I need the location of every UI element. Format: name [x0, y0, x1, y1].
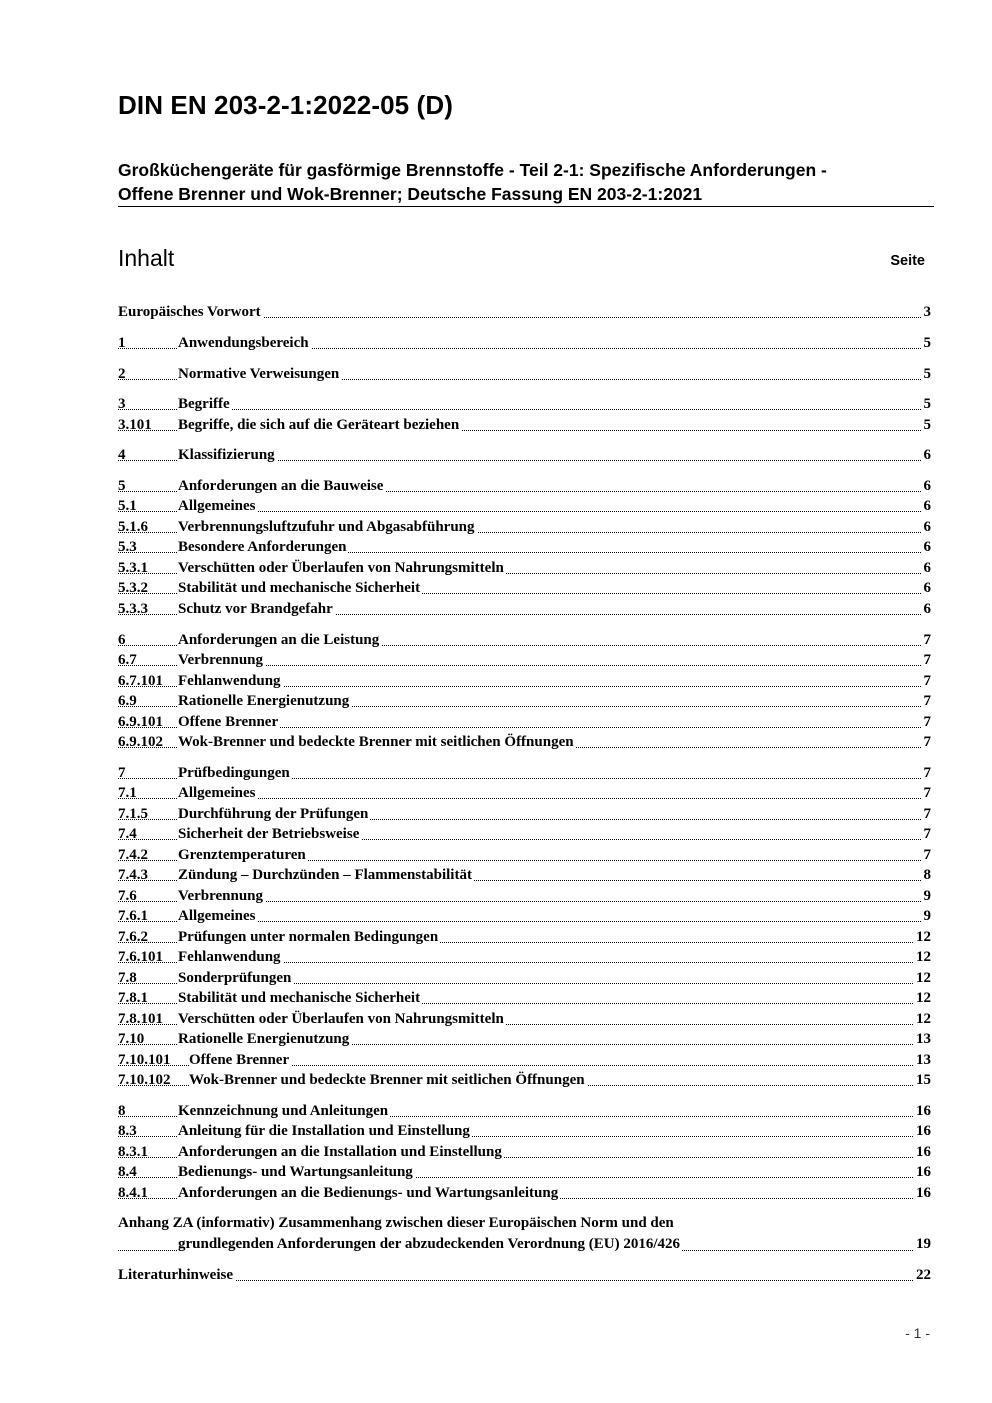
- page-number: - 1 -: [905, 1325, 930, 1341]
- toc-entry[interactable]: [118, 517, 931, 537]
- toc-entry[interactable]: [118, 712, 931, 732]
- toc-entry-page: 7: [923, 785, 931, 801]
- toc-entry-number: 6.7.101: [118, 673, 163, 689]
- toc-entry-number: 7.10: [118, 1031, 145, 1047]
- toc-entry-number: 7: [118, 765, 126, 781]
- toc-entry-number: 7.10.102: [118, 1072, 171, 1088]
- toc-entry-page: 5: [923, 396, 931, 412]
- toc-entry-number: 5.3.3: [118, 601, 148, 617]
- toc-entry-number: 6.9.101: [118, 714, 163, 730]
- toc-entry-bibliography[interactable]: [118, 1265, 931, 1285]
- toc-entry-number: 7.10.101: [118, 1052, 171, 1068]
- toc-entry[interactable]: [118, 763, 931, 783]
- toc-entry-title: Normative Verweisungen: [178, 366, 340, 382]
- toc-entry[interactable]: [118, 1050, 931, 1070]
- toc-entry-title: Verschütten oder Überlaufen von Nahrungsmitteln: [178, 560, 504, 576]
- toc-entry[interactable]: [118, 333, 931, 353]
- toc-entry[interactable]: [118, 302, 931, 322]
- toc-entry-page: 6: [923, 447, 931, 463]
- toc-entry-title: Anforderungen an die Bauweise: [178, 478, 384, 494]
- toc-entry-page: 6: [923, 519, 931, 535]
- toc-entry-page: 6: [923, 539, 931, 555]
- toc-entry-page: 16: [916, 1164, 931, 1180]
- document-title: DIN EN 203-2-1:2022-05 (D): [118, 90, 453, 120]
- document-subtitle: [118, 158, 938, 206]
- toc-entry[interactable]: [118, 1029, 931, 1049]
- toc-entry[interactable]: [118, 630, 931, 650]
- toc-entry-title: Verbrennung: [178, 888, 264, 904]
- toc-entry-number: 8.4: [118, 1164, 137, 1180]
- toc-entry[interactable]: [118, 1101, 931, 1121]
- toc-entry-number: 5: [118, 478, 126, 494]
- toc-entry-title: Anforderungen an die Leistung: [178, 632, 380, 648]
- toc-entry-number: 5.1.6: [118, 519, 148, 535]
- toc-entry-number: 7.4.2: [118, 847, 148, 863]
- toc-entry-page: 6: [923, 478, 931, 494]
- toc-entry-title: Wok-Brenner und bedeckte Brenner mit seitlichen Öffnungen: [178, 734, 574, 750]
- toc-entry-number: 5.3.2: [118, 580, 148, 596]
- toc-entry[interactable]: [118, 783, 931, 803]
- toc-entry-title: Rationelle Energienutzung: [178, 693, 350, 709]
- toc-heading: Inhalt: [118, 245, 175, 271]
- toc-entry-title: Allgemeines: [178, 498, 256, 514]
- toc-entry[interactable]: [118, 558, 931, 578]
- toc-entry-title: Verbrennung: [178, 652, 264, 668]
- toc-entry-title: Stabilität und mechanische Sicherheit: [178, 580, 421, 596]
- toc-entry-page: 13: [916, 1031, 931, 1047]
- toc-entry-title: Grenztemperaturen: [178, 847, 306, 863]
- toc-entry-annex[interactable]: [118, 1213, 931, 1255]
- title-divider: [118, 206, 934, 207]
- toc-entry[interactable]: [118, 476, 931, 496]
- toc-entry[interactable]: [118, 364, 931, 384]
- toc-entry[interactable]: [118, 1142, 931, 1162]
- toc-entry[interactable]: [118, 732, 931, 752]
- toc-entry-number: 8.3.1: [118, 1144, 148, 1160]
- toc-entry-page: 15: [916, 1072, 931, 1088]
- toc-entry[interactable]: [118, 415, 931, 435]
- toc-entry-title: Allgemeines: [178, 908, 256, 924]
- toc-entry-page: 7: [923, 734, 931, 750]
- toc-leader-dots: [118, 408, 931, 410]
- toc-entry[interactable]: [118, 886, 931, 906]
- toc-entry-number: 3: [118, 396, 126, 412]
- toc-entry-page: 5: [923, 335, 931, 351]
- toc-entry[interactable]: [118, 906, 931, 926]
- toc-entry-page: 6: [923, 601, 931, 617]
- toc-entry-title: Fehlanwendung: [178, 949, 281, 965]
- toc-entry-title: Fehlanwendung: [178, 673, 281, 689]
- toc-entry-title: Verschütten oder Überlaufen von Nahrungsmitteln: [178, 1011, 504, 1027]
- toc-entry-page: 9: [923, 908, 931, 924]
- toc-entry[interactable]: [118, 578, 931, 598]
- toc-entry-title: Prüfungen unter normalen Bedingungen: [178, 929, 439, 945]
- toc-entry[interactable]: [118, 968, 931, 988]
- toc-entry-page: 16: [916, 1185, 931, 1201]
- toc-entry[interactable]: [118, 824, 931, 844]
- toc-entry-number: 7.4.3: [118, 867, 148, 883]
- toc-entry-number: 8: [118, 1103, 126, 1119]
- toc-entry-number: 7.6: [118, 888, 137, 904]
- toc-entry[interactable]: [118, 1121, 931, 1141]
- toc-entry[interactable]: [118, 1009, 931, 1029]
- toc-entry-page: 16: [916, 1123, 931, 1139]
- toc-entry-title: Literaturhinweise: [118, 1267, 233, 1283]
- toc-entry-page: 7: [923, 806, 931, 822]
- toc-entry-title: Anforderungen an die Installation und Einstellung: [178, 1144, 502, 1160]
- toc-entry-number: 4: [118, 447, 126, 463]
- toc-entry-number: 7.6.2: [118, 929, 148, 945]
- document-subtitle-line-1: Großküchengeräte für gasförmige Brennstoffe - Teil 2-1: Spezifische Anforderungen -: [118, 160, 827, 180]
- toc-entry[interactable]: [118, 988, 931, 1008]
- toc-entry-page: 12: [916, 1011, 931, 1027]
- toc-entry-number: 7.8.101: [118, 1011, 163, 1027]
- toc-annex-line-1: Anhang ZA (informativ) Zusammenhang zwischen dieser Europäischen Norm und den: [118, 1215, 674, 1231]
- toc-entry-title: Begriffe, die sich auf die Geräteart beziehen: [178, 417, 460, 433]
- toc-entry-page: 16: [916, 1103, 931, 1119]
- toc-entry-title: Offene Brenner: [178, 714, 279, 730]
- toc-entry-number: 6: [118, 632, 126, 648]
- toc-entry-number: 8.3: [118, 1123, 137, 1139]
- toc-entry-number: 6.9: [118, 693, 137, 709]
- toc-entry-title: Klassifizierung: [178, 447, 275, 463]
- toc-entry[interactable]: [118, 599, 931, 619]
- toc-entry-title: Rationelle Energienutzung: [178, 1031, 350, 1047]
- toc-entry-page: 9: [923, 888, 931, 904]
- toc-entry-title: Kennzeichnung und Anleitungen: [178, 1103, 389, 1119]
- toc-entry-page: 12: [916, 970, 931, 986]
- toc-entry-number: 7.8.1: [118, 990, 148, 1006]
- toc-entry-page: 7: [923, 652, 931, 668]
- toc-entry-page: 7: [923, 673, 931, 689]
- toc-entry-page: 13: [916, 1052, 931, 1068]
- toc-entry[interactable]: [118, 1070, 931, 1090]
- toc-entry[interactable]: [118, 947, 931, 967]
- toc-entry-title: Verbrennungsluftzufuhr und Abgasabführung: [178, 519, 475, 535]
- toc-entry-page: 6: [923, 498, 931, 514]
- toc-entry-page: 7: [923, 714, 931, 730]
- toc-entry-page: 19: [916, 1236, 931, 1252]
- toc-entry-number: 7.1: [118, 785, 137, 801]
- toc-entry-title: Sonderprüfungen: [178, 970, 292, 986]
- toc-entry-page: 7: [923, 826, 931, 842]
- toc-entry[interactable]: [118, 394, 931, 414]
- toc-entry-number: 7.4: [118, 826, 137, 842]
- toc-entry-number: 7.1.5: [118, 806, 148, 822]
- toc-entry-title: Begriffe: [178, 396, 230, 412]
- toc-entry-title: Allgemeines: [178, 785, 256, 801]
- toc-entry-number: 7.6.1: [118, 908, 148, 924]
- toc-entry-number: 1: [118, 335, 126, 351]
- toc-annex-line-2: grundlegenden Anforderungen der abzudeckenden Verordnung (EU) 2016/426: [178, 1236, 681, 1252]
- toc-entry[interactable]: [118, 865, 931, 885]
- toc-entry[interactable]: [118, 1162, 931, 1182]
- toc-entry-title: Anforderungen an die Bedienungs- und Wartungsanleitung: [178, 1185, 559, 1201]
- toc-entry-page: 5: [923, 366, 931, 382]
- toc-entry-title: Besondere Anforderungen: [178, 539, 347, 555]
- toc-entry-title: Bedienungs- und Wartungsanleitung: [178, 1164, 413, 1180]
- toc-entry-page: 3: [923, 304, 931, 320]
- toc-entry[interactable]: [118, 804, 931, 824]
- toc-entry-page: 12: [916, 990, 931, 1006]
- toc-entry-title: Offene Brenner: [189, 1052, 290, 1068]
- toc-entry-title: Anleitung für die Installation und Einstellung: [178, 1123, 470, 1139]
- toc-entry-page: 7: [923, 765, 931, 781]
- toc-entry-number: 2: [118, 366, 126, 382]
- toc-entry-page: 6: [923, 560, 931, 576]
- toc-entry[interactable]: [118, 445, 931, 465]
- toc-entry[interactable]: [118, 1183, 931, 1203]
- toc-entry-title: Europäisches Vorwort: [118, 304, 261, 320]
- toc-entry-title: Anwendungsbereich: [178, 335, 309, 351]
- toc-entry-page: 6: [923, 580, 931, 596]
- toc-entry-number: 5.3: [118, 539, 137, 555]
- toc-entry-title: Sicherheit der Betriebsweise: [178, 826, 360, 842]
- toc-entry[interactable]: [118, 650, 931, 670]
- toc-entry-page: 22: [916, 1267, 931, 1283]
- toc-entry-number: 6.7: [118, 652, 137, 668]
- toc-entry-page: 8: [923, 867, 931, 883]
- toc-entry-page: 12: [916, 949, 931, 965]
- toc-entry-title: Prüfbedingungen: [178, 765, 290, 781]
- document-subtitle-line-2: Offene Brenner und Wok-Brenner; Deutsche Fassung EN 203-2-1:2021: [118, 184, 703, 204]
- toc-leader-dots: [118, 1279, 931, 1281]
- toc-entry[interactable]: [118, 496, 931, 516]
- toc-entry-number: 7.8: [118, 970, 137, 986]
- toc-entry[interactable]: [118, 927, 931, 947]
- toc-entry-number: 5.1: [118, 498, 137, 514]
- toc-entry-number: 6.9.102: [118, 734, 163, 750]
- toc-entry-page: 7: [923, 632, 931, 648]
- toc-entry-page: 5: [923, 417, 931, 433]
- toc-entry-number: 8.4.1: [118, 1185, 148, 1201]
- toc-entry-title: Schutz vor Brandgefahr: [178, 601, 333, 617]
- toc-entry[interactable]: [118, 845, 931, 865]
- toc-entry-title: Durchführung der Prüfungen: [178, 806, 369, 822]
- toc-entry-page: 16: [916, 1144, 931, 1160]
- toc-entry-title: Zündung – Durchzünden – Flammenstabilität: [178, 867, 472, 883]
- toc-entry[interactable]: [118, 537, 931, 557]
- toc-entry[interactable]: [118, 691, 931, 711]
- toc-entry-title: Wok-Brenner und bedeckte Brenner mit seitlichen Öffnungen: [189, 1072, 585, 1088]
- toc-entry-title: Stabilität und mechanische Sicherheit: [178, 990, 421, 1006]
- toc-entry-page: 7: [923, 847, 931, 863]
- toc-entry[interactable]: [118, 671, 931, 691]
- toc-page-column-heading: Seite: [890, 253, 925, 269]
- toc-entry-number: 7.6.101: [118, 949, 163, 965]
- toc-entry-number: 5.3.1: [118, 560, 148, 576]
- toc-entry-number: 3.101: [118, 417, 152, 433]
- toc-entry-page: 12: [916, 929, 931, 945]
- toc-entry-page: 7: [923, 693, 931, 709]
